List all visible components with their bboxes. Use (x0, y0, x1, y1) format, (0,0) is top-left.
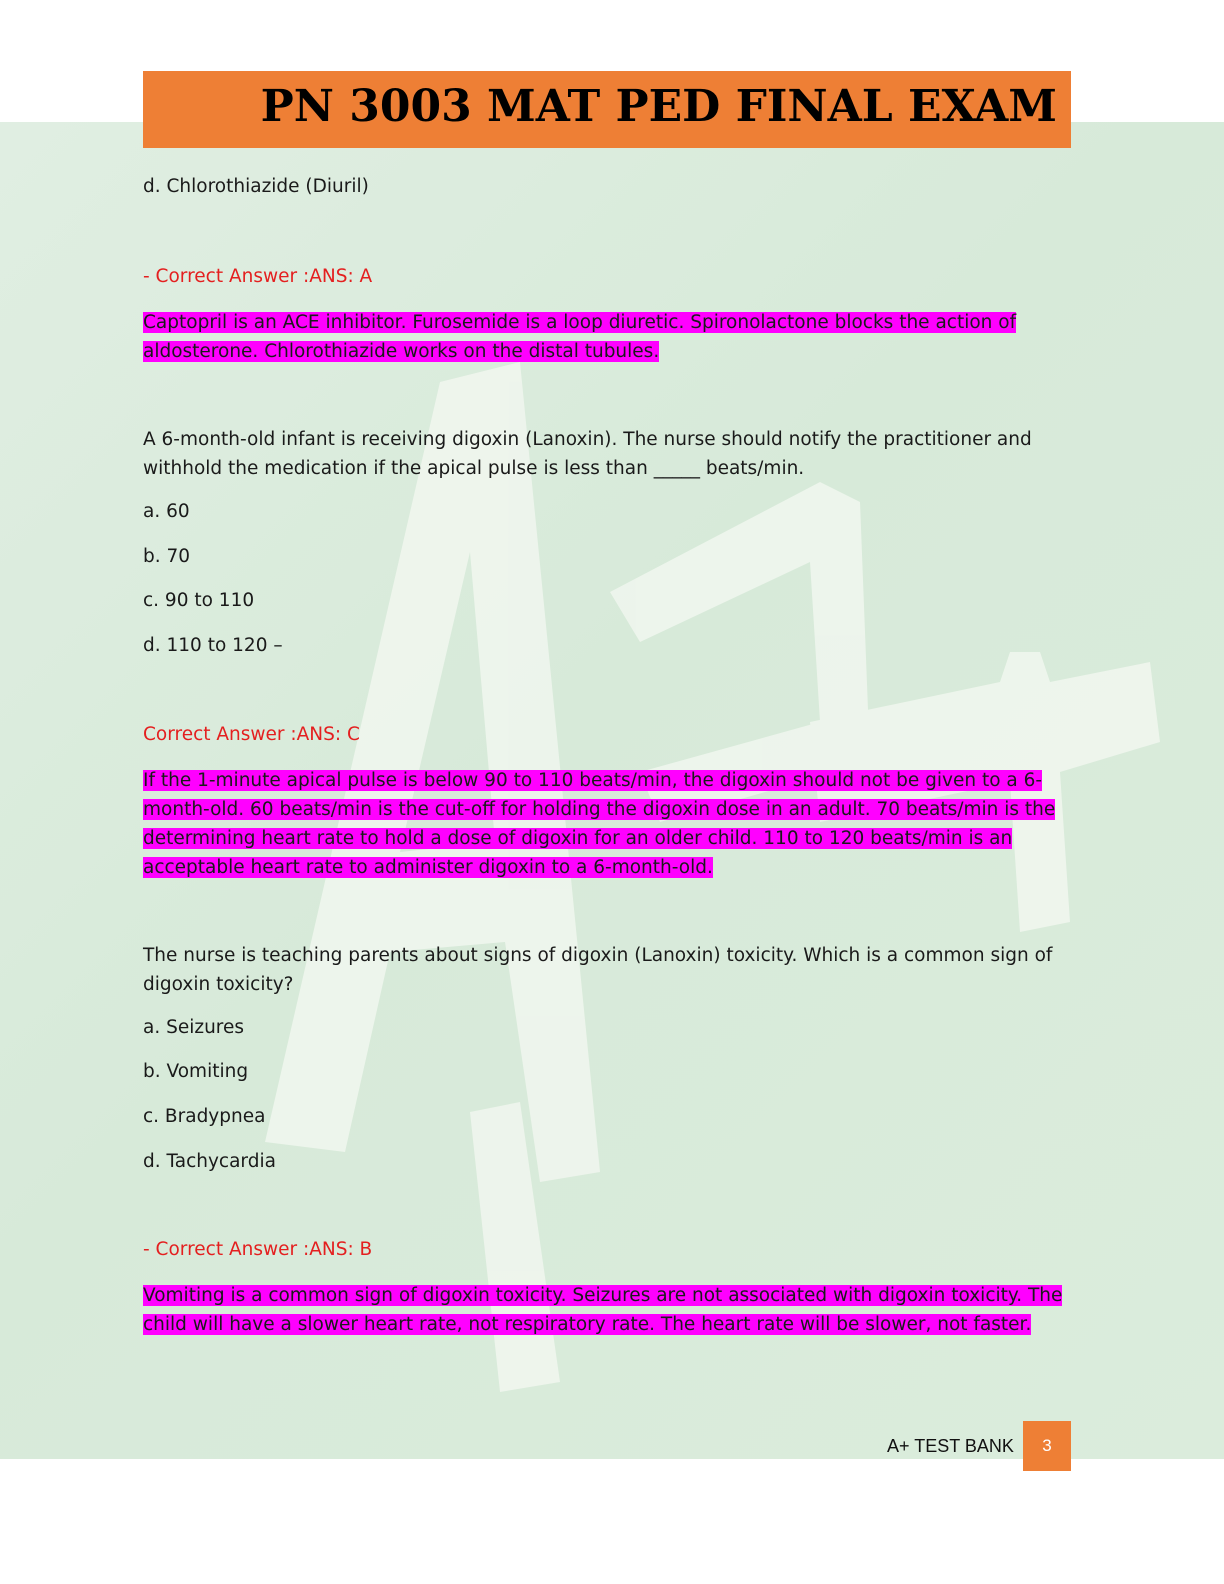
option-a: a. 60 (143, 501, 190, 522)
rationale-line: Captopril is an ACE inhibitor. Furosemide is a loop diuretic. Spironolactone blocks the action of (143, 312, 1017, 333)
option-d: d. 110 to 120 – (143, 635, 283, 656)
question-stem-line: digoxin toxicity? (143, 974, 294, 995)
footer-label: A+ TEST BANK (887, 1436, 1014, 1456)
page-title: PN 3003 MAT PED FINAL EXAM (260, 81, 1057, 132)
rationale-line: If the 1-minute apical pulse is below 90 to 110 beats/min, the digoxin should not be given to a 6- (143, 770, 1043, 791)
correct-answer: Correct Answer :ANS: C (143, 724, 360, 745)
option-c: c. 90 to 110 (143, 590, 255, 611)
option-d: d. Tachycardia (143, 1151, 276, 1172)
question-stem-line: The nurse is teaching parents about signs of digoxin (Lanoxin) toxicity. Which is a common sign of (143, 945, 1053, 966)
question-stem-line: A 6-month-old infant is receiving digoxin (Lanoxin). The nurse should notify the practitioner and (143, 429, 1032, 450)
option-d: d. Chlorothiazide (Diuril) (143, 176, 369, 197)
rationale-line: acceptable heart rate to administer digoxin to a 6-month-old. (143, 857, 713, 878)
rationale (143, 766, 1073, 882)
correct-answer: - Correct Answer :ANS: A (143, 266, 373, 287)
rationale (143, 1281, 1073, 1339)
header-banner (143, 71, 1071, 148)
question-stem-line: withhold the medication if the apical pulse is less than _____ beats/min. (143, 458, 805, 479)
page-number: 3 (1023, 1421, 1071, 1471)
option-a: a. Seizures (143, 1017, 245, 1038)
question-stem (143, 941, 1073, 999)
rationale-line: Vomiting is a common sign of digoxin toxicity. Seizures are not associated with digoxin toxicity. The (143, 1285, 1063, 1306)
rationale-line: month-old. 60 beats/min is the cut-off for holding the digoxin dose in an adult. 70 beats/min is the (143, 799, 1056, 820)
rationale (143, 308, 1073, 366)
option-b: b. Vomiting (143, 1061, 249, 1082)
option-c: c. Bradypnea (143, 1106, 266, 1127)
correct-answer: - Correct Answer :ANS: B (143, 1239, 373, 1260)
rationale-line: aldosterone. Chlorothiazide works on the distal tubules. (143, 341, 660, 362)
rationale-line: determining heart rate to hold a dose of digoxin for an older child. 110 to 120 beats/min is an (143, 828, 1013, 849)
option-b: b. 70 (143, 546, 191, 567)
rationale-line: child will have a slower heart rate, not respiratory rate. The heart rate will be slower, not faster. (143, 1314, 1032, 1335)
question-stem (143, 425, 1073, 483)
